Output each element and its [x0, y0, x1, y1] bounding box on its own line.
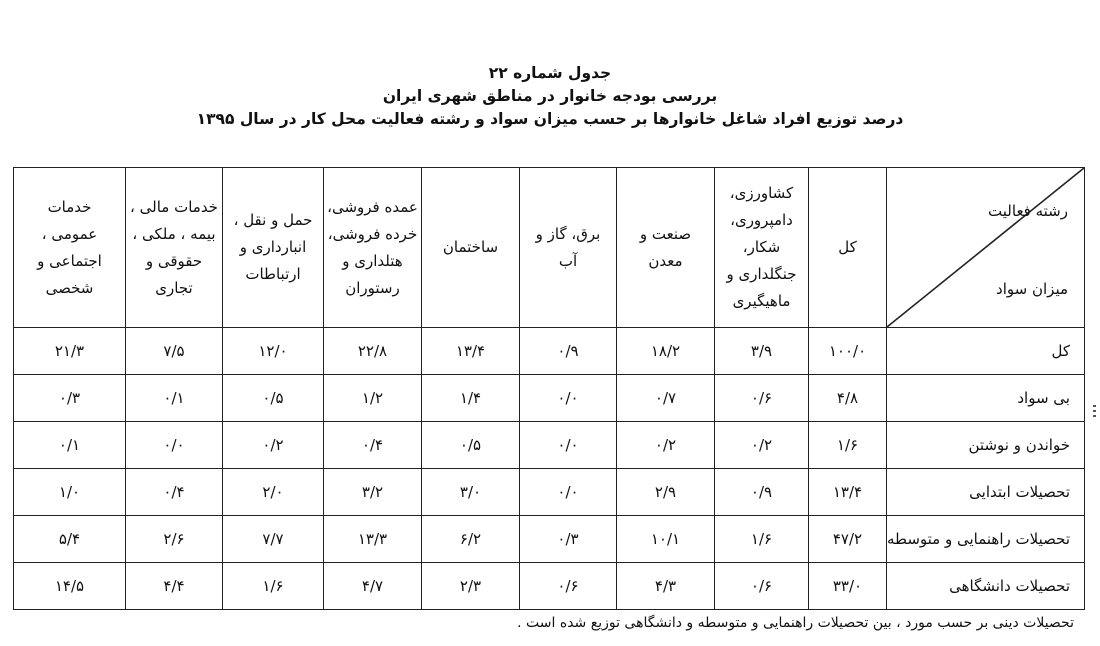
table-cell: ۱/۰	[14, 469, 126, 516]
table-cell: ۳/۲	[324, 469, 422, 516]
table-cell: ۳/۰	[422, 469, 520, 516]
corner-activity-label: رشته فعالیت	[988, 202, 1068, 220]
table-number: جدول شماره ۲۲	[488, 64, 612, 82]
table-row	[14, 516, 1085, 563]
table-row	[14, 375, 1085, 422]
col-header-finance	[126, 168, 223, 328]
table-cell: ۱۰/۱	[617, 516, 715, 563]
row-label: تحصیلات راهنمایی و متوسطه	[887, 516, 1085, 563]
col-header-line: خدمات	[47, 197, 92, 216]
col-header-line: کشاورزی،	[729, 184, 794, 202]
row-label: کل	[887, 328, 1085, 375]
page-edge-mark	[1092, 403, 1098, 419]
col-header-line: معدن	[648, 251, 683, 270]
col-header-line: هتلداری و	[342, 251, 403, 270]
table-cell: ۱۸/۲	[617, 328, 715, 375]
col-header-line: ماهیگیری	[732, 292, 791, 310]
col-header-agriculture	[715, 168, 809, 328]
table-cell: ۱۳/۴	[809, 469, 887, 516]
table-cell: ۰/۶	[715, 375, 809, 422]
table-cell: ۱۴/۵	[14, 563, 126, 610]
col-header-line: ساختمان	[442, 238, 499, 256]
row-label: خواندن و نوشتن	[887, 422, 1085, 469]
col-header-line: حقوقی و	[145, 251, 203, 270]
table-cell: ۰/۴	[126, 469, 223, 516]
table-cell: ۱/۶	[715, 516, 809, 563]
table-cell: ۴/۸	[809, 375, 887, 422]
col-header-line: جنگلداری و	[726, 265, 797, 283]
table-cell: ۲/۳	[422, 563, 520, 610]
table-cell: ۰/۹	[715, 469, 809, 516]
table-cell: ۱۲/۰	[223, 328, 324, 375]
row-label: بی سواد	[887, 375, 1085, 422]
table-cell: ۰/۵	[422, 422, 520, 469]
col-header-public-services	[14, 168, 126, 328]
table-cell: ۱۰۰/۰	[809, 328, 887, 375]
col-header-line: تجاری	[155, 278, 193, 297]
col-header-line: شخصی	[45, 278, 94, 297]
table-cell: ۱/۴	[422, 375, 520, 422]
table-cell: ۰/۶	[520, 563, 617, 610]
col-header-trade	[324, 168, 422, 328]
table-cell: ۰/۰	[520, 469, 617, 516]
table-cell: ۰/۰	[520, 375, 617, 422]
table-cell: ۰/۹	[520, 328, 617, 375]
table-cell: ۲۱/۳	[14, 328, 126, 375]
table-cell: ۰/۵	[223, 375, 324, 422]
table-cell: ۰/۱	[14, 422, 126, 469]
col-header-line: صنعت و	[639, 224, 692, 243]
table-cell: ۱۳/۳	[324, 516, 422, 563]
col-header-industry	[617, 168, 715, 328]
table-cell: ۰/۲	[223, 422, 324, 469]
col-header-construction	[422, 168, 520, 328]
col-header-line: بیمه ، ملکی ،	[132, 224, 216, 243]
col-header-line: شکار،	[742, 238, 781, 256]
title-block	[0, 62, 1100, 131]
col-header-line: حمل و نقل ،	[233, 211, 313, 229]
table-cell: ۷/۵	[126, 328, 223, 375]
row-label: تحصیلات ابتدایی	[887, 469, 1085, 516]
table-row	[14, 563, 1085, 610]
table-cell: ۱/۶	[809, 422, 887, 469]
table-cell: ۲/۰	[223, 469, 324, 516]
col-header-line: برق، گاز و	[535, 224, 601, 243]
table-cell: ۰/۳	[520, 516, 617, 563]
col-header-line: ارتباطات	[245, 265, 301, 283]
row-label: تحصیلات دانشگاهی	[887, 563, 1085, 610]
table-row	[14, 469, 1085, 516]
table-cell: ۰/۲	[617, 422, 715, 469]
col-header-total	[809, 168, 887, 328]
corner-literacy-label: میزان سواد	[996, 280, 1068, 298]
table-cell: ۱/۲	[324, 375, 422, 422]
table-cell: ۷/۷	[223, 516, 324, 563]
col-header-line: عمده فروشی،	[327, 197, 418, 216]
col-header-line: کل	[838, 238, 857, 256]
table-cell: ۲۲/۸	[324, 328, 422, 375]
table-cell: ۰/۱	[126, 375, 223, 422]
col-header-utilities	[520, 168, 617, 328]
table-cell: ۰/۲	[715, 422, 809, 469]
table-cell: ۴/۳	[617, 563, 715, 610]
survey-title: بررسی بودجه خانوار در مناطق شهری ایران	[382, 87, 718, 105]
table-cell: ۴/۴	[126, 563, 223, 610]
col-header-line: رستوران	[345, 278, 400, 297]
table-cell: ۰/۶	[715, 563, 809, 610]
table-title: درصد توزیع افراد شاغل خانوارها بر حسب میزان سواد و رشته فعالیت محل کار در سال ۱۳۹۵	[196, 110, 904, 128]
corner-cell	[887, 168, 1085, 328]
header-row	[14, 168, 1085, 328]
diagonal-line	[887, 168, 1084, 327]
table-cell: ۱۳/۴	[422, 328, 520, 375]
table-cell: ۰/۰	[520, 422, 617, 469]
table-cell: ۴/۷	[324, 563, 422, 610]
table-cell: ۳۳/۰	[809, 563, 887, 610]
col-header-line: خرده فروشی،	[327, 224, 418, 243]
table-row	[14, 422, 1085, 469]
col-header-line: انبارداری و	[239, 238, 307, 256]
col-header-line: اجتماعی و	[37, 251, 102, 270]
col-header-transport	[223, 168, 324, 328]
table-cell: ۵/۴	[14, 516, 126, 563]
table-cell: ۲/۶	[126, 516, 223, 563]
col-header-line: عمومی ،	[41, 224, 98, 243]
table-cell: ۰/۷	[617, 375, 715, 422]
table-cell: ۴۷/۲	[809, 516, 887, 563]
table-cell: ۱/۶	[223, 563, 324, 610]
table-row	[14, 328, 1085, 375]
footnote: تحصیلات دینی بر حسب مورد ، بین تحصیلات راهنمایی و متوسطه و دانشگاهی توزیع شده است .	[517, 615, 1074, 631]
table-cell: ۲/۹	[617, 469, 715, 516]
table-cell: ۰/۳	[14, 375, 126, 422]
data-table	[13, 167, 1085, 610]
col-header-line: دامپروری،	[730, 211, 793, 229]
col-header-line: خدمات مالی ،	[130, 197, 218, 216]
col-header-line: آب	[558, 251, 578, 270]
table-cell: ۳/۹	[715, 328, 809, 375]
table-cell: ۰/۰	[126, 422, 223, 469]
table-cell: ۶/۲	[422, 516, 520, 563]
table-cell: ۰/۴	[324, 422, 422, 469]
